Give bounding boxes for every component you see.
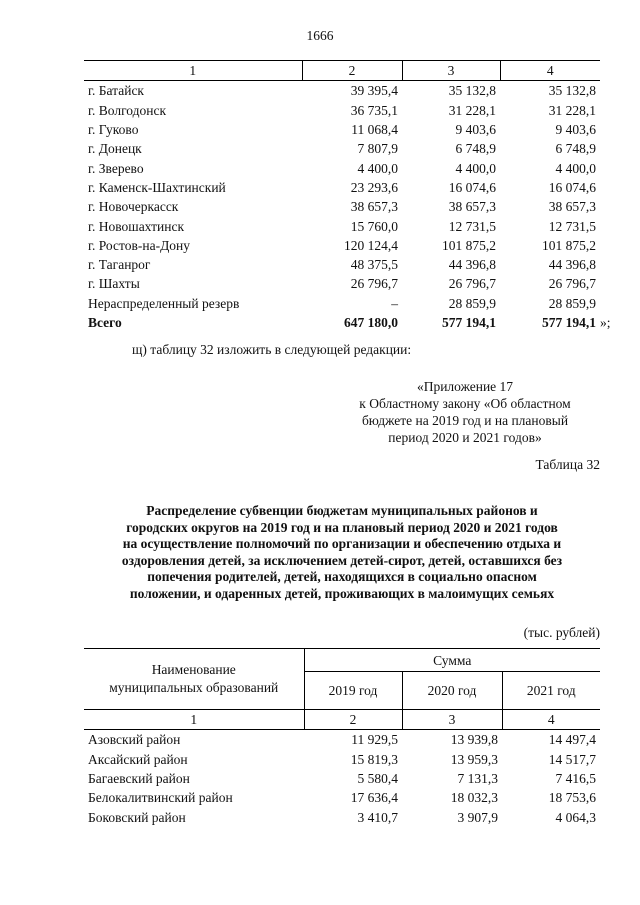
appendix-line: бюджете на 2019 год и на плановый	[361, 413, 569, 428]
row-value: 7 416,5	[555, 771, 596, 787]
header-cell: 3	[402, 61, 500, 81]
row-value: 17 636,4	[350, 790, 398, 806]
row-value: 18 753,6	[548, 790, 596, 806]
heading-line: попечения родителей, детей, находящихся в социально опасном	[147, 569, 537, 585]
row-value: 35 132,8	[448, 83, 496, 99]
table-row	[84, 807, 600, 826]
appendix-line: «Приложение 17	[416, 379, 514, 394]
row-value: 23 293,6	[350, 179, 398, 195]
row-value: 4 400,0	[555, 160, 596, 176]
year-header: 2021 год	[502, 672, 600, 710]
row-value: 18 032,3	[450, 790, 498, 806]
table-row	[84, 81, 600, 101]
row-label: г. Новошахтинск	[88, 218, 184, 234]
heading-line: положении, и одаренных детей, проживающих в малоимущих семьях	[129, 585, 555, 601]
row-value: 4 400,0	[455, 160, 496, 176]
col-name-line: Наименование	[151, 662, 236, 677]
numbering-cell: 4	[502, 710, 600, 730]
row-value: 36 735,1	[350, 102, 398, 118]
heading-line: Распределение субвенции бюджетам муниципальных районов и	[146, 503, 538, 518]
table-heading	[78, 503, 606, 603]
row-value: 39 395,4	[350, 83, 398, 99]
table-row	[84, 730, 600, 750]
appendix-line: период 2020 и 2021 годов»	[388, 430, 542, 445]
page-number: 1666	[306, 28, 334, 43]
row-value: 6 748,9	[555, 141, 596, 157]
row-value: 16 074,6	[548, 179, 596, 195]
year-header: 2020 год	[402, 672, 502, 710]
table-row	[84, 788, 600, 807]
row-value: 28 859,9	[548, 295, 596, 311]
table-row	[84, 120, 600, 139]
row-value: 35 132,8	[548, 83, 596, 99]
row-value: 13 959,3	[450, 751, 498, 767]
year-header: 2019 год	[304, 672, 402, 710]
row-value: 13 939,8	[450, 732, 498, 748]
table-total-row	[84, 313, 600, 332]
total-suffix: »;	[600, 315, 611, 330]
row-value: 101 875,2	[442, 237, 496, 253]
row-value: 11 929,5	[351, 732, 398, 748]
subvention-table	[84, 648, 600, 827]
row-value: 3 410,7	[357, 809, 398, 825]
total-label: Всего	[88, 315, 122, 330]
numbering-cell: 1	[84, 710, 304, 730]
row-value: 4 064,3	[555, 809, 596, 825]
row-label: г. Каменск-Шахтинский	[88, 179, 226, 195]
row-value: 9 403,6	[455, 122, 496, 138]
row-value: 7 807,9	[357, 141, 398, 157]
row-value: 4 400,0	[357, 160, 398, 176]
total-cell: 647 180,0	[344, 315, 398, 330]
table-row	[84, 139, 600, 158]
row-value: 120 124,4	[344, 237, 398, 253]
row-value: 26 796,7	[350, 276, 398, 292]
table-row	[84, 255, 600, 274]
units-label: (тыс. рублей)	[523, 625, 600, 640]
header-cell: 4	[500, 61, 600, 81]
row-label: г. Донецк	[88, 141, 142, 157]
table-row	[84, 274, 600, 293]
row-value: 48 375,5	[350, 257, 398, 273]
row-value: 38 657,3	[350, 199, 398, 215]
appendix-line: к Областному закону «Об областном	[359, 396, 571, 411]
row-label: Багаевский район	[88, 771, 190, 787]
row-value: 12 731,5	[548, 218, 596, 234]
row-value: –	[391, 295, 398, 311]
row-label: г. Ростов-на-Дону	[88, 237, 191, 253]
total-cell	[500, 313, 611, 332]
sum-header: Сумма	[304, 649, 600, 672]
header-cell: 1	[84, 61, 302, 81]
numbering-cell: 3	[402, 710, 502, 730]
row-value: 6 748,9	[455, 141, 496, 157]
table-label: Таблица 32	[535, 457, 600, 472]
row-value: 14 497,4	[548, 732, 596, 748]
table-row	[84, 178, 600, 197]
row-label: Нераспределенный резерв	[88, 295, 240, 311]
row-value: 31 228,1	[548, 102, 596, 118]
row-value: 26 796,7	[448, 276, 496, 292]
row-label: г. Шахты	[88, 276, 140, 292]
row-label: г. Волгодонск	[88, 102, 167, 118]
table-continuation	[84, 60, 611, 332]
row-value: 26 796,7	[548, 276, 596, 292]
numbering-cell: 2	[304, 710, 402, 730]
table-row	[84, 158, 600, 177]
heading-line: оздоровления детей, за исключением детей-сирот, детей, оставшихся без	[121, 552, 563, 568]
row-value: 11 068,4	[351, 122, 398, 138]
row-label: Азовский район	[88, 732, 181, 748]
table-row	[84, 294, 600, 313]
row-value: 15 819,3	[350, 751, 398, 767]
row-value: 31 228,1	[448, 102, 496, 118]
row-value: 44 396,8	[548, 257, 596, 273]
row-label: г. Зверево	[88, 160, 144, 176]
table-row	[84, 750, 600, 769]
appendix-block	[330, 378, 600, 446]
row-label: г. Батайск	[88, 83, 144, 99]
table-row	[84, 769, 600, 788]
row-value: 9 403,6	[555, 122, 596, 138]
table-header-row	[84, 61, 600, 81]
row-value: 14 517,7	[548, 751, 596, 767]
row-label: г. Таганрог	[88, 257, 151, 273]
row-value: 16 074,6	[448, 179, 496, 195]
heading-line: на осуществление полномочий по организации и обеспечению отдыха и	[122, 536, 562, 552]
instruction-text: щ) таблицу 32 изложить в следующей редакции:	[132, 342, 412, 357]
table-row	[84, 101, 600, 120]
row-value: 12 731,5	[448, 218, 496, 234]
row-value: 101 875,2	[542, 237, 596, 253]
row-value: 38 657,3	[548, 199, 596, 215]
table-row	[84, 216, 600, 235]
row-value: 38 657,3	[448, 199, 496, 215]
table-row	[84, 197, 600, 216]
row-value: 5 580,4	[357, 771, 398, 787]
total-cell: 577 194,1	[442, 315, 496, 330]
row-value: 3 907,9	[457, 809, 498, 825]
header-cell: 2	[302, 61, 402, 81]
heading-line: городских округов на 2019 год и на плановый период 2020 и 2021 годов	[126, 519, 558, 535]
col-name-line: муниципальных образований	[109, 680, 279, 695]
row-label: Аксайский район	[88, 751, 188, 767]
table-header-row	[84, 649, 600, 672]
row-label: Белокалитвинский район	[88, 790, 233, 806]
row-label: г. Гуково	[88, 122, 139, 138]
row-label: Боковский район	[88, 809, 186, 825]
col-name-header	[84, 649, 304, 710]
total-value: 577 194,1	[542, 315, 596, 330]
numbering-row	[84, 710, 600, 730]
row-value: 44 396,8	[448, 257, 496, 273]
row-label: г. Новочеркасск	[88, 199, 179, 215]
table-row	[84, 236, 600, 255]
row-value: 28 859,9	[448, 295, 496, 311]
row-value: 7 131,3	[457, 771, 498, 787]
row-value: 15 760,0	[350, 218, 398, 234]
